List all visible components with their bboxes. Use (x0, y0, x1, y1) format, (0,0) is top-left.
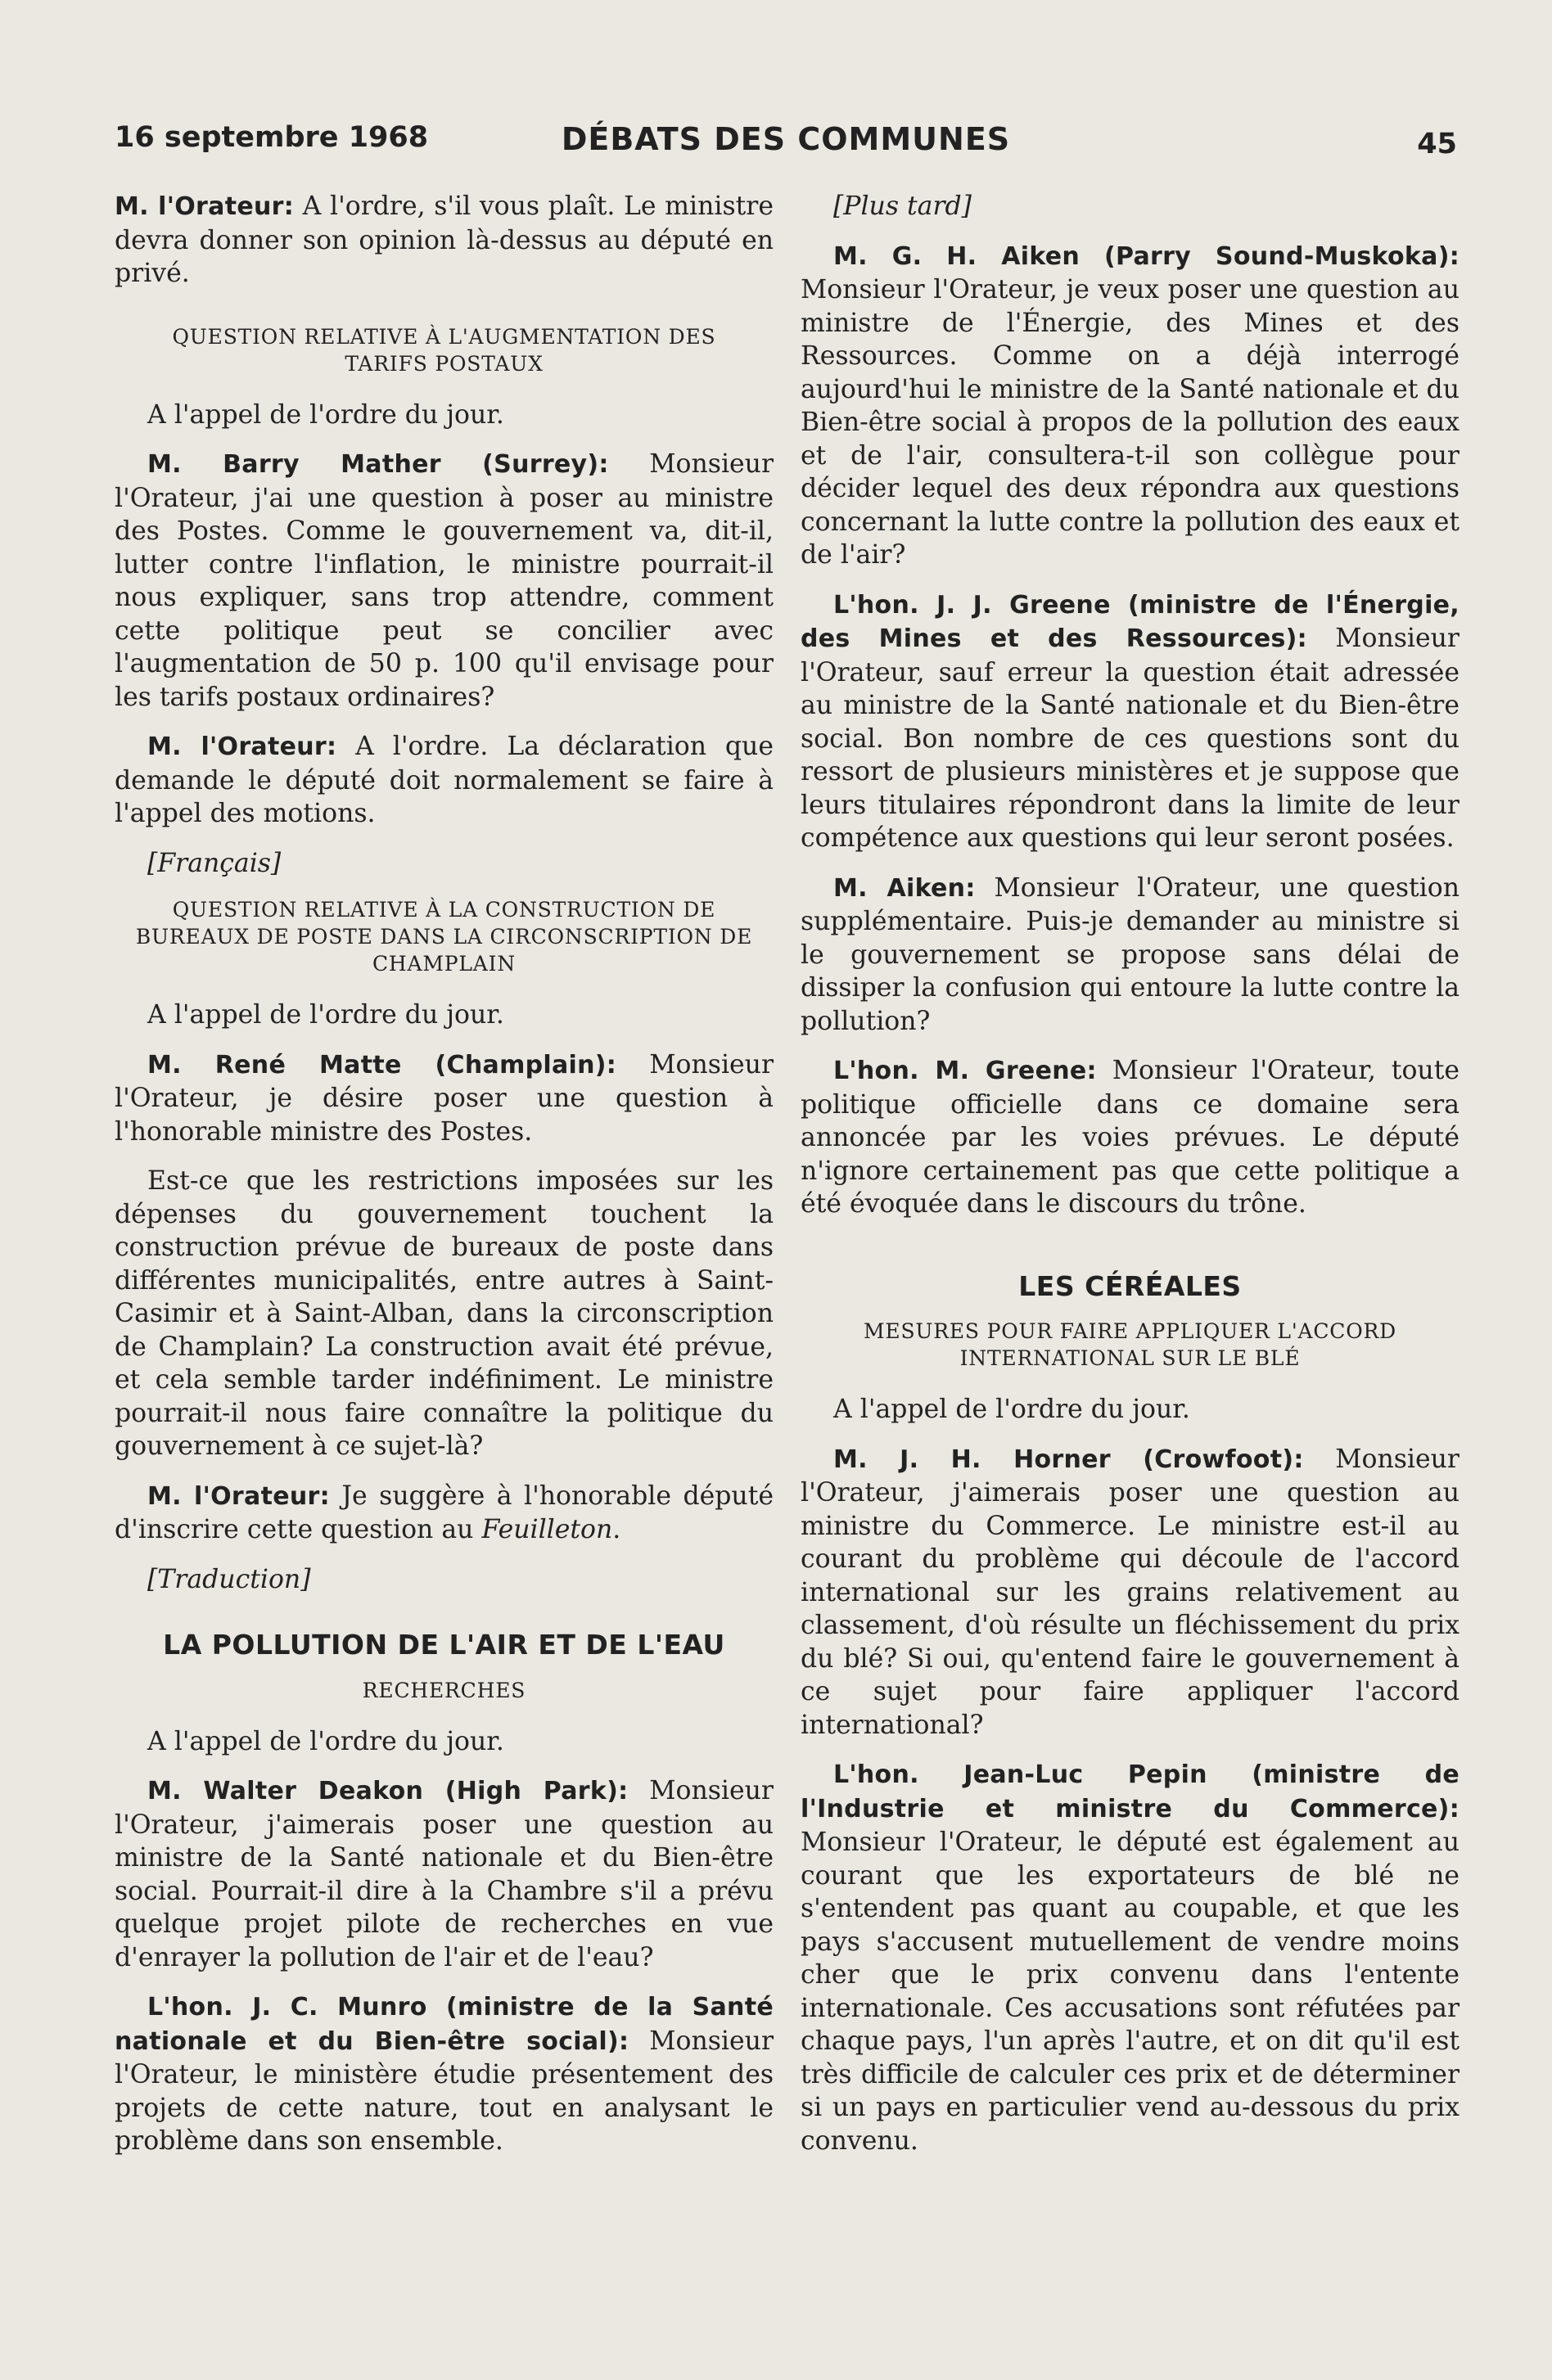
speech-text: Monsieur l'Orateur, toute politique officielle dans ce domaine sera annoncée par les voies prévues. Le député n'ignore certainement pas que cette politique a été évoquée dans le discours du trône. (801, 1056, 1460, 1219)
paragraph (801, 1054, 1460, 1221)
right-column (801, 190, 1460, 2174)
language-note: [Traduction] (147, 1564, 311, 1594)
paragraph: A l'appel de l'ordre du jour. (147, 399, 504, 430)
paragraph (801, 588, 1460, 855)
section-heading: QUESTION RELATIVE À L'AUGMENTATION DES TARIFS POSTAUX (172, 324, 716, 376)
paragraph (115, 1774, 774, 1974)
speaker-name: L'hon. J. J. Greene (ministre de l'Énergie, des Mines et des Ressources): (801, 590, 1460, 653)
speaker-name: M. l'Orateur: (147, 732, 337, 761)
speaker-name: L'hon. M. Greene: (833, 1057, 1097, 1085)
speaker-name: M. J. H. Horner (Crowfoot): (833, 1445, 1304, 1474)
language-note: [Plus tard] (833, 192, 972, 221)
paragraph (801, 872, 1460, 1039)
page-number: 45 (1417, 128, 1457, 160)
speaker-name: M. René Matte (Champlain): (147, 1050, 617, 1080)
paragraph (801, 1443, 1460, 1742)
speech-text: Monsieur l'Orateur, le député est également au courant que les exportateurs de blé ne s'entendent pas quant au coupable, et que les pays s'accusent mutuellement de vendre moins cher que le prix convenu dans l'entente internationale. Ces accusations sont réfutées par chaque pays, l'un après l'autre, et on dit qu'il est très difficile de calculer ces prix et de déterminer si un pays en particulier vend au-dessous du prix convenu. (801, 1828, 1460, 2156)
speech-text: A l'ordre. La déclaration que demande le député doit normalement se faire à l'appel des motions. (115, 732, 774, 828)
paragraph: Est-ce que les restrictions imposées sur les dépenses du gouvernement touchent la construction prévue de bureaux de poste dans différentes municipalités, entre autres à Saint-Casimir et à Saint-Alban, dans la circonscription de Champlain? La construction avait été prévue, et cela semble tarder indéfiniment. Le ministre pourrait-il nous faire connaître la politique du gouvernement à ce sujet-là? (115, 1166, 774, 1461)
speaker-name: M. Barry Mather (Surrey): (147, 450, 609, 479)
speech-text: Monsieur l'Orateur, une question supplémentaire. Puis-je demander au ministre si le gouvernement se propose sans délai de dissiper la confusion qui entoure la lutte contre la pollution? (801, 872, 1460, 1036)
speech-text: Je suggère à l'honorable député d'inscrire cette question au (115, 1481, 774, 1544)
speaker-name: M. l'Orateur: (147, 1481, 330, 1511)
language-note: [Français] (147, 848, 282, 878)
paragraph (115, 1990, 774, 2158)
paragraph: A l'appel de l'ordre du jour. (833, 1395, 1190, 1424)
paragraph (801, 1758, 1460, 2157)
section-heading: QUESTION RELATIVE À LA CONSTRUCTION DE BUREAUX DE POSTE DANS LA CIRCONSCRIPTION DE CHAMPLAIN (135, 898, 753, 976)
left-column (115, 190, 774, 2175)
speech-text: . (612, 1515, 621, 1544)
speech-text: Monsieur l'Orateur, le ministère étudie présentement des projets de cette nature, tout en analysant le problème dans son ensemble. (115, 2026, 774, 2156)
page-header (115, 121, 1457, 167)
speaker-name: M. Walter Deakon (High Park): (147, 1777, 629, 1805)
paragraph (115, 448, 774, 714)
paragraph: A l'appel de l'ordre du jour. (147, 1000, 504, 1030)
speaker-name: M. l'Orateur: (115, 192, 295, 221)
paragraph: A l'appel de l'ordre du jour. (147, 1726, 504, 1756)
main-heading: LES CÉRÉALES (1018, 1269, 1242, 1302)
paragraph (115, 730, 774, 831)
speaker-name: M. Aiken: (833, 873, 976, 903)
speech-text: A l'ordre, s'il vous plaît. Le ministre devra donner son opinion là-dessus au député en privé. (115, 192, 774, 288)
speech-text: Monsieur l'Orateur, je désire poser une question à l'honorable ministre des Postes. (115, 1049, 774, 1147)
section-heading: RECHERCHES (362, 1678, 526, 1702)
speech-text: Monsieur l'Orateur, j'ai une question à poser au ministre des Postes. Comme le gouvernement va, dit-il, lutter contre l'inflation, le ministre pourrait-il nous expliquer, sans trop attendre, comment cette politique peut se concilier avec l'augmentation de 50 p. 100 qu'il envisage pour les tarifs postaux ordinaires? (115, 449, 774, 712)
section-heading: MESURES POUR FAIRE APPLIQUER L'ACCORD INTERNATIONAL SUR LE BLÉ (864, 1319, 1396, 1370)
speech-text: Monsieur l'Orateur, j'aimerais poser une question au ministre de la Santé nationale et du Bien-être social. Pourrait-il dire à la Chambre s'il a prévu quelque projet pilote de recherches en vue d'enrayer la pollution de l'air et de l'eau? (115, 1776, 774, 1972)
speech-text: Monsieur l'Orateur, j'aimerais poser une question au ministre du Commerce. Le ministre est-il au courant du problème qui découle de l'accord international sur les grains relativement au classement, d'où résulte un fléchissement du prix du blé? Si oui, qu'entend faire le gouvernement à ce sujet pour faire appliquer l'accord international? (801, 1444, 1460, 1740)
main-heading: LA POLLUTION DE L'AIR ET DE L'EAU (163, 1629, 725, 1661)
header-title: DÉBATS DES COMMUNES (561, 121, 1011, 157)
speaker-name: L'hon. Jean-Luc Pepin (ministre de l'Industrie et ministre du Commerce): (801, 1760, 1460, 1823)
speaker-name: L'hon. J. C. Munro (ministre de la Santé nationale et du Bien-être social): (115, 1993, 774, 2056)
italic-text: Feuilleton (481, 1515, 613, 1544)
header-date: 16 septembre 1968 (115, 121, 429, 154)
paragraph (115, 1480, 774, 1547)
speaker-name: M. G. H. Aiken (Parry Sound-Muskoka): (833, 241, 1460, 271)
speech-text: Monsieur l'Orateur, je veux poser une question au ministre de l'Énergie, des Mines et des Ressources. Comme on a déjà interrogé aujourd'hui le ministre de la Santé nationale et du Bien-être social à propos de la pollution des eaux et de l'air, consultera-t-il son collègue pour décider lequel des deux répondra aux questions concernant la lutte contre la pollution des eaux et de l'air? (801, 275, 1460, 570)
paragraph (115, 1048, 774, 1149)
speech-text: Monsieur l'Orateur, sauf erreur la question était adressée au ministre de la Santé nationale et du Bien-être social. Bon nombre de ces questions sont du ressort de plusieurs ministères et je suppose que leurs titulaires répondront dans la limite de leur compétence aux questions qui leur seront posées. (801, 624, 1460, 853)
paragraph (801, 240, 1460, 572)
paragraph (115, 190, 774, 291)
